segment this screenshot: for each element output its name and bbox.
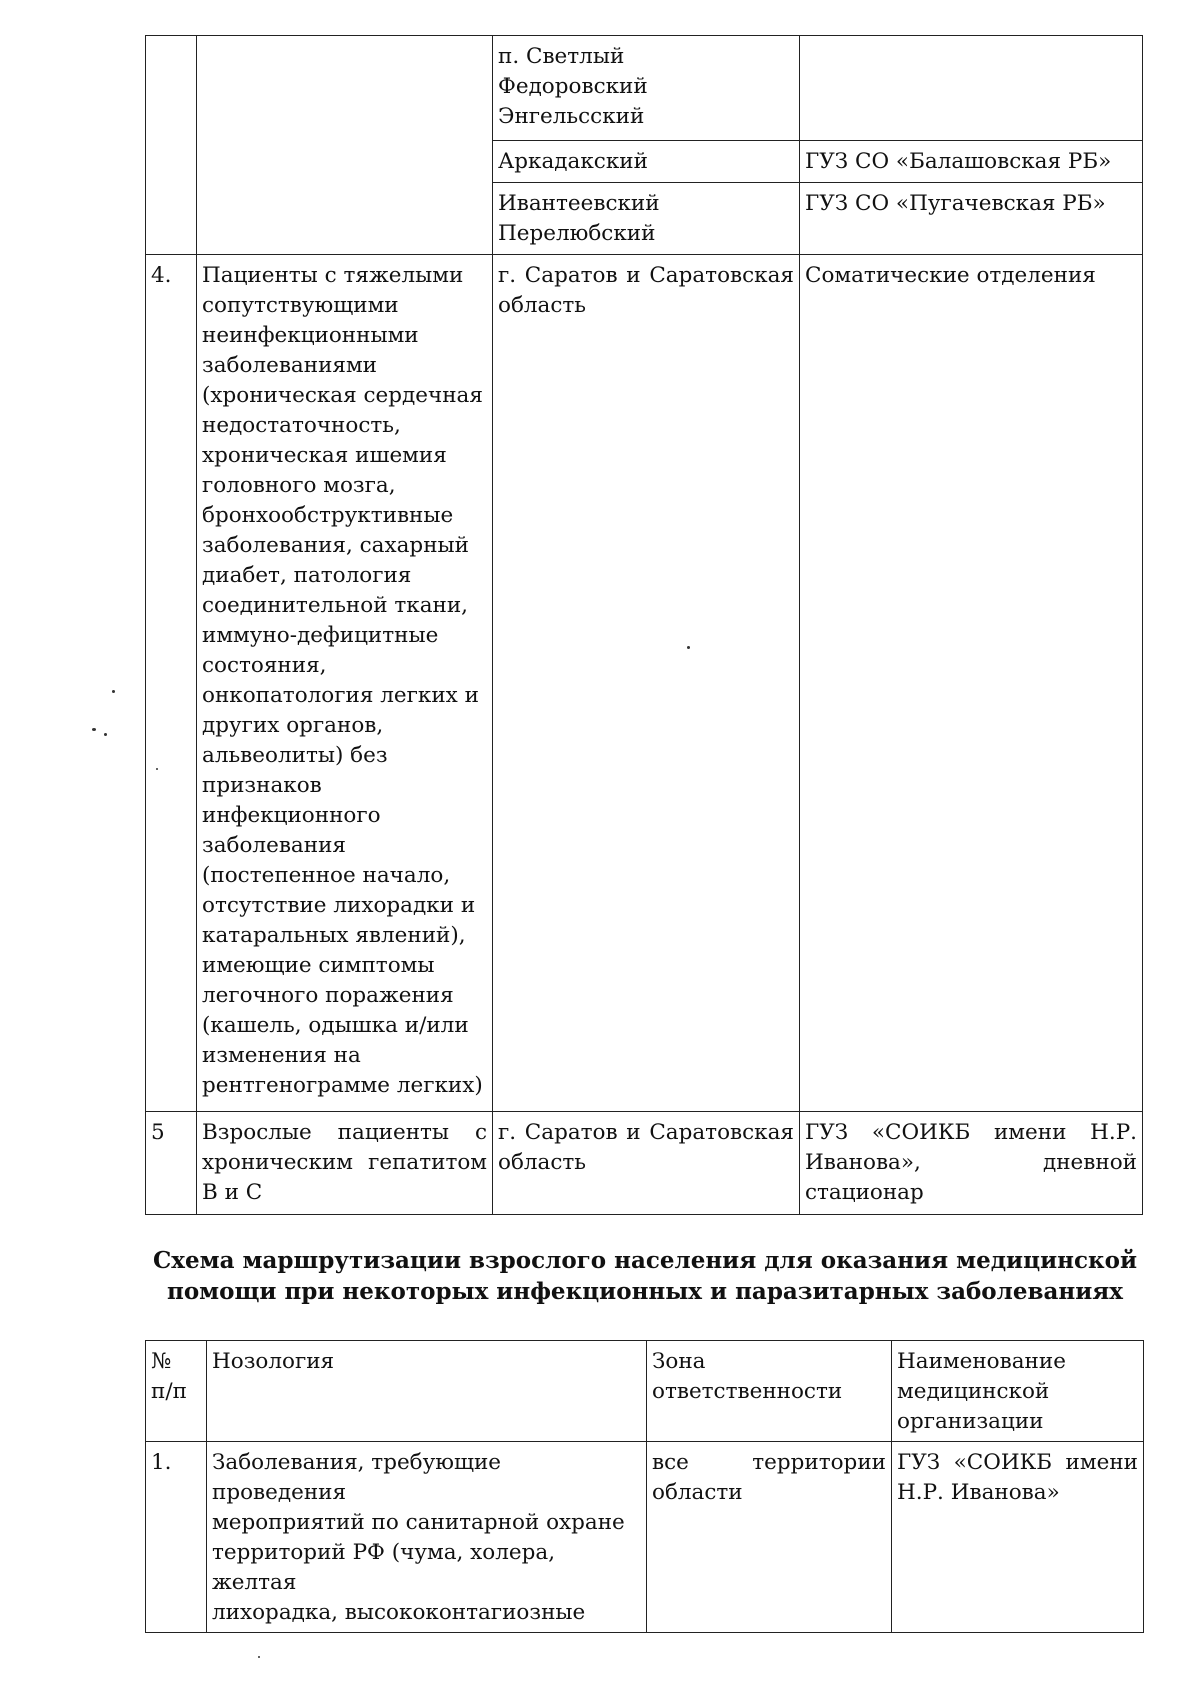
scan-speck — [258, 1656, 260, 1658]
zone-cell: г. Саратов и Саратовская область — [493, 1112, 800, 1215]
patients-cell — [197, 36, 493, 255]
zone-cell: п. Светлый Федоровский Энгельсский — [493, 36, 800, 141]
section-title-line: Схема маршрутизации взрослого населения для оказания медицинской — [152, 1247, 1137, 1274]
header-org: Наименование медицинской организации — [892, 1341, 1144, 1442]
org-cell: ГУЗ «СОИКБ имени Н.Р. Иванова» — [892, 1442, 1144, 1633]
table-row — [146, 1442, 1144, 1633]
table-row — [146, 255, 1143, 1112]
patients-cell: Взрослые пациенты с хроническим гепатитом В и С — [197, 1112, 493, 1215]
scan-speck — [92, 728, 96, 731]
number-cell: 4. — [146, 255, 197, 1112]
routing-table-infectious — [145, 1340, 1144, 1633]
org-cell: ГУЗ СО «Балашовская РБ» — [800, 141, 1143, 183]
table-header-row — [146, 1341, 1144, 1442]
section-title-line: помощи при некоторых инфекционных и паразитарных заболеваниях — [167, 1278, 1123, 1305]
section-title — [145, 1245, 1145, 1307]
scan-speck — [104, 733, 107, 736]
number-cell — [146, 36, 197, 255]
number-cell: 1. — [146, 1442, 207, 1633]
zone-cell: все территории области — [647, 1442, 892, 1633]
nosology-cell: Заболевания, требующие проведения мероприятий по санитарной охране территорий РФ (чума, холера, желтая лихорадка, высококонтагиозные — [207, 1442, 647, 1633]
table-row — [146, 36, 1143, 141]
header-num: № п/п — [146, 1341, 207, 1442]
org-cell — [800, 36, 1143, 141]
routing-table-continued — [145, 35, 1143, 1215]
header-nosology: Нозология — [207, 1341, 647, 1442]
table-row — [146, 1112, 1143, 1215]
org-cell: ГУЗ «СОИКБ имени Н.Р. Иванова», дневной стационар — [800, 1112, 1143, 1215]
zone-cell: Аркадакский — [493, 141, 800, 183]
header-zone: Зона ответственности — [647, 1341, 892, 1442]
scan-speck — [112, 690, 115, 693]
org-cell: Соматические отделения — [800, 255, 1143, 1112]
org-cell: ГУЗ СО «Пугачевская РБ» — [800, 183, 1143, 255]
zone-cell: Ивантеевский Перелюбский — [493, 183, 800, 255]
number-cell: 5 — [146, 1112, 197, 1215]
zone-cell: г. Саратов и Саратовская область — [493, 255, 800, 1112]
patients-cell: Пациенты с тяжелыми сопутствующими неинфекционными заболеваниями (хроническая сердечная недостаточность, хроническая ишемия головного мозга, бронхообструктивные заболевания, сахарный диабет, патология соединительной ткани, иммуно-дефицитные состояния, онкопатология легких и других органов, альвеолиты) без признаков инфекционного заболевания (постепенное начало, отсутствие лихорадки и катаральных явлений), имеющие симптомы легочного поражения (кашель, одышка и/или изменения на рентгенограмме легких) — [197, 255, 493, 1112]
